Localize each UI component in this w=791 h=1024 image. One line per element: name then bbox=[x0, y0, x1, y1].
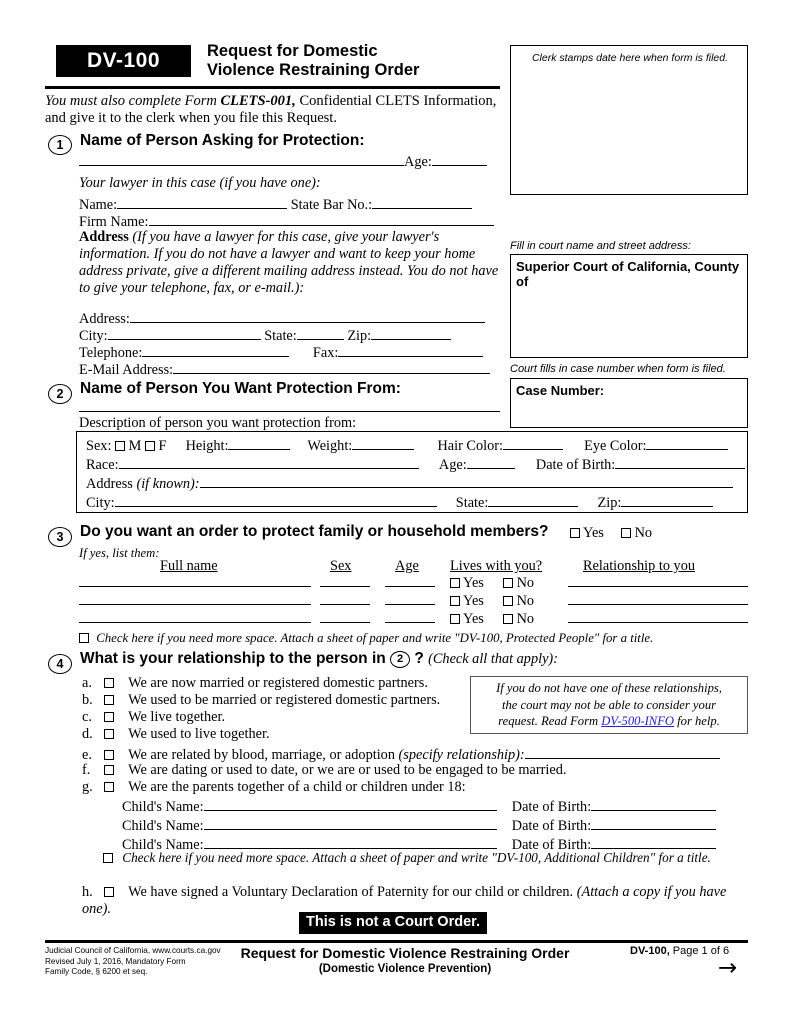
sex-input-line[interactable] bbox=[320, 604, 370, 605]
lawyer-name-label: Name: bbox=[79, 197, 118, 214]
full-name-input-line[interactable] bbox=[79, 622, 311, 623]
telephone-input-line[interactable] bbox=[142, 343, 289, 357]
section-4-heading-post: ? bbox=[414, 650, 424, 667]
eye-color-input-line[interactable] bbox=[646, 436, 728, 450]
relationship-item-b bbox=[82, 692, 440, 709]
relationship-a-checkbox[interactable] bbox=[104, 678, 114, 688]
age-input-line[interactable] bbox=[432, 152, 487, 166]
child-name-label: Child's Name: bbox=[122, 837, 204, 854]
relationship-specify-input-line[interactable] bbox=[525, 745, 720, 759]
address-input-line[interactable] bbox=[130, 309, 485, 323]
clets-instruction bbox=[45, 93, 507, 127]
address-instruction-bold: Address bbox=[79, 229, 129, 245]
section-3-heading: Do you want an order to protect family or household members? bbox=[80, 523, 549, 540]
relationship-item-c bbox=[82, 709, 225, 726]
protect-members-no-label: No bbox=[634, 525, 653, 541]
firm-name-input-line[interactable] bbox=[149, 212, 494, 226]
zip-input-line[interactable] bbox=[371, 326, 451, 340]
item-d-letter: d. bbox=[82, 726, 93, 742]
full-name-input-line[interactable] bbox=[79, 586, 311, 587]
restrained-city-input-line[interactable] bbox=[115, 493, 437, 507]
section-3-more-space-row bbox=[79, 630, 653, 647]
relationship-item-g bbox=[82, 779, 466, 796]
dv-500-info-link[interactable]: DV-500-INFO bbox=[601, 714, 674, 728]
relationship-input-line[interactable] bbox=[568, 586, 748, 587]
sex-input-line[interactable] bbox=[320, 622, 370, 623]
fax-label: Fax: bbox=[312, 345, 339, 362]
hair-color-input-line[interactable] bbox=[503, 436, 563, 450]
age-input-line[interactable] bbox=[385, 604, 435, 605]
sex-male-label: M bbox=[128, 438, 142, 455]
city-label: City: bbox=[79, 328, 108, 345]
lives-yes-label: Yes bbox=[463, 611, 484, 627]
case-number-field-label: Case Number: bbox=[516, 383, 605, 398]
lives-with-you-no-checkbox[interactable] bbox=[503, 614, 513, 624]
restrained-age-label: Age: bbox=[438, 457, 467, 474]
lives-yes-label: Yes bbox=[463, 593, 484, 609]
lives-with-you-yes-checkbox[interactable] bbox=[450, 614, 460, 624]
eye-color-label: Eye Color: bbox=[584, 438, 647, 455]
relationship-input-line[interactable] bbox=[568, 622, 748, 623]
section-4-heading bbox=[80, 650, 558, 668]
form-title-line1: Request for Domestic bbox=[207, 42, 378, 60]
dob-label: Date of Birth: bbox=[535, 457, 616, 474]
address-instruction-italic: (If you have a lawyer for this case, give your lawyer's information. If you do not have a lawyer and want to keep your home address private, give a different mailing address instead. You do not have to give your telephone, fax, or e-mail.): bbox=[79, 229, 499, 296]
restrained-state-label: State: bbox=[455, 495, 489, 512]
dob-input-line[interactable] bbox=[615, 455, 745, 469]
restrained-address-input-line[interactable] bbox=[200, 474, 733, 488]
desc-row-4 bbox=[86, 493, 713, 512]
address-instruction bbox=[79, 229, 507, 297]
weight-label: Weight: bbox=[307, 438, 353, 455]
child-name-input-line[interactable] bbox=[204, 835, 497, 849]
item-h-letter: h. bbox=[82, 884, 93, 900]
section-2-heading: Name of Person You Want Protection From: bbox=[80, 380, 401, 397]
table-row bbox=[450, 611, 534, 628]
lawyer-intro: Your lawyer in this case (if you have one): bbox=[79, 175, 321, 191]
weight-input-line[interactable] bbox=[352, 436, 414, 450]
child-dob-label: Date of Birth: bbox=[511, 818, 592, 835]
relationship-h-checkbox[interactable] bbox=[104, 887, 114, 897]
clets-note-part2: Confidential CLETS Information, and give it to the clerk when you file this Request. bbox=[45, 93, 497, 126]
state-label: State: bbox=[264, 328, 297, 345]
restrained-name-input-line[interactable] bbox=[79, 398, 500, 412]
child-dob-input-line[interactable] bbox=[591, 797, 716, 811]
address-label: Address: bbox=[79, 311, 130, 328]
email-row bbox=[79, 360, 490, 379]
form-title-line2: Violence Restraining Order bbox=[207, 61, 420, 79]
relationship-f-checkbox[interactable] bbox=[104, 765, 114, 775]
child-name-input-line[interactable] bbox=[204, 816, 497, 830]
lawyer-name-input-line[interactable] bbox=[117, 195, 287, 209]
additional-children-more-space-note: Check here if you need more space. Attach a sheet of paper and write "DV-100, Additional Children" for a title. bbox=[122, 850, 711, 865]
item-h-text: We have signed a Voluntary Declaration of Paternity for our child or children. bbox=[128, 884, 574, 900]
relationship-callout-box bbox=[470, 676, 748, 734]
section-4-heading-circle-2: 2 bbox=[390, 651, 410, 668]
callout-line-2: the court may not be able to consider your bbox=[501, 697, 717, 712]
hair-color-label: Hair Color: bbox=[437, 438, 503, 455]
relationship-input-line[interactable] bbox=[568, 604, 748, 605]
relationship-item-a bbox=[82, 675, 428, 692]
item-f-text: We are dating or used to date, or we are or used to be engaged to be married. bbox=[128, 762, 567, 778]
form-title bbox=[207, 42, 507, 80]
age-input-line[interactable] bbox=[385, 586, 435, 587]
lives-no-label: No bbox=[516, 611, 535, 627]
section-1-name-row bbox=[79, 152, 487, 171]
callout-line-3 bbox=[471, 713, 747, 730]
restrained-zip-label: Zip: bbox=[597, 495, 622, 512]
form-code-badge: DV-100 bbox=[56, 45, 191, 77]
next-page-arrow-icon: → bbox=[718, 955, 738, 981]
footer-code-line: Family Code, § 6200 et seq. bbox=[45, 967, 148, 976]
lives-with-you-yes-checkbox[interactable] bbox=[450, 578, 460, 588]
item-f-letter: f. bbox=[82, 762, 91, 778]
email-label: E-Mail Address: bbox=[79, 362, 174, 379]
relationship-c-checkbox[interactable] bbox=[104, 712, 114, 722]
desc-row-1 bbox=[86, 436, 728, 455]
name-input-line[interactable] bbox=[79, 152, 404, 166]
col-header-age: Age bbox=[395, 558, 419, 574]
race-input-line[interactable] bbox=[119, 455, 419, 469]
lives-yes-label: Yes bbox=[463, 575, 484, 591]
relationship-g-checkbox[interactable] bbox=[104, 782, 114, 792]
child-name-label: Child's Name: bbox=[122, 799, 204, 816]
telephone-label: Telephone: bbox=[79, 345, 143, 362]
relationship-e-checkbox[interactable] bbox=[104, 750, 114, 760]
description-label: Description of person you want protection from: bbox=[79, 415, 357, 431]
sex-female-label: F bbox=[158, 438, 167, 455]
not-a-court-order-banner: This is not a Court Order. bbox=[299, 912, 487, 934]
footer-right-block bbox=[630, 945, 729, 957]
child-dob-input-line[interactable] bbox=[591, 835, 716, 849]
child-name-label: Child's Name: bbox=[122, 818, 204, 835]
callout-line-3-pre: request. Read Form bbox=[498, 714, 602, 728]
sex-label: Sex: bbox=[86, 438, 112, 455]
child-row bbox=[122, 797, 716, 816]
height-label: Height: bbox=[185, 438, 229, 455]
item-h-attach-note: (Attach a copy if you have one). bbox=[82, 884, 727, 917]
restrained-age-input-line[interactable] bbox=[467, 455, 515, 469]
full-name-input-line[interactable] bbox=[79, 604, 311, 605]
header-divider bbox=[45, 86, 500, 89]
state-input-line[interactable] bbox=[297, 326, 344, 340]
section-3-if-yes: If yes, list them: bbox=[79, 546, 160, 560]
item-c-text: We live together. bbox=[128, 709, 226, 725]
restrained-state-input-line[interactable] bbox=[488, 493, 578, 507]
restrained-zip-input-line[interactable] bbox=[621, 493, 713, 507]
clerk-stamp-label: Clerk stamps date here when form is filed. bbox=[531, 52, 729, 64]
col-header-relationship: Relationship to you bbox=[583, 558, 695, 574]
clets-form-code: CLETS-001, bbox=[220, 93, 296, 109]
children-more-space-row bbox=[103, 850, 748, 866]
restrained-city-label: City: bbox=[86, 495, 115, 512]
case-number-label: Court fills in case number when form is filed. bbox=[510, 363, 726, 375]
restrained-address-if-known: (if known): bbox=[136, 476, 200, 493]
item-g-text: We are the parents together of a child or children under 18: bbox=[128, 779, 466, 795]
protected-people-more-space-note: Check here if you need more space. Attach a sheet of paper and write "DV-100, Protected People" for a title. bbox=[96, 631, 654, 645]
item-b-text: We used to be married or registered domestic partners. bbox=[128, 692, 441, 708]
section-4-heading-hint: (Check all that apply): bbox=[428, 651, 558, 667]
protect-members-yes-label: Yes bbox=[583, 525, 604, 541]
col-header-full-name: Full name bbox=[160, 558, 218, 574]
table-row bbox=[450, 593, 534, 610]
sex-input-line[interactable] bbox=[320, 586, 370, 587]
section-1-heading: Name of Person Asking for Protection: bbox=[80, 132, 365, 149]
callout-line-3-post: for help. bbox=[674, 714, 720, 728]
state-bar-label: State Bar No.: bbox=[290, 197, 373, 214]
section-2-number: 2 bbox=[48, 384, 72, 404]
age-input-line[interactable] bbox=[385, 622, 435, 623]
item-e-specify: (specify relationship): bbox=[398, 747, 525, 764]
footer-council-line: Judicial Council of California, www.courts.ca.gov bbox=[45, 946, 221, 955]
height-input-line[interactable] bbox=[228, 436, 290, 450]
footer-form-subtitle: (Domestic Violence Prevention) bbox=[318, 963, 492, 975]
relationship-item-d bbox=[82, 726, 270, 743]
state-bar-input-line[interactable] bbox=[372, 195, 472, 209]
child-dob-input-line[interactable] bbox=[591, 816, 716, 830]
footer-revised-line: Revised July 1, 2016, Mandatory Form bbox=[45, 956, 186, 966]
col-header-sex: Sex bbox=[330, 558, 352, 574]
item-e-text: We are related by blood, marriage, or adoption bbox=[128, 747, 395, 764]
desc-row-2 bbox=[86, 455, 745, 474]
court-address-label: Fill in court name and street address: bbox=[510, 240, 691, 252]
section-4-heading-pre: What is your relationship to the person in bbox=[80, 650, 386, 667]
case-number-box[interactable] bbox=[510, 378, 748, 428]
relationship-b-checkbox[interactable] bbox=[104, 695, 114, 705]
footer-form-title: Request for Domestic Violence Restraining Order bbox=[240, 945, 570, 961]
col-header-lives-with-you: Lives with you? bbox=[450, 558, 543, 574]
item-a-letter: a. bbox=[82, 675, 92, 691]
item-g-letter: g. bbox=[82, 779, 93, 795]
zip-label: Zip: bbox=[347, 328, 372, 345]
section-4-number: 4 bbox=[48, 654, 72, 674]
lives-with-you-no-checkbox[interactable] bbox=[503, 596, 513, 606]
relationship-item-f bbox=[82, 762, 566, 779]
item-d-text: We used to live together. bbox=[128, 726, 270, 742]
callout-line-1: If you do not have one of these relationships, bbox=[496, 681, 722, 695]
footer-center-block bbox=[195, 944, 615, 977]
clerk-stamp-box bbox=[510, 45, 748, 195]
child-row bbox=[122, 816, 716, 835]
court-name-text: Superior Court of California, County of bbox=[516, 259, 740, 289]
age-label: Age: bbox=[404, 154, 432, 171]
item-e-letter: e. bbox=[82, 747, 92, 764]
court-address-box[interactable] bbox=[510, 254, 748, 358]
email-input-line[interactable] bbox=[173, 360, 490, 374]
item-b-letter: b. bbox=[82, 692, 93, 708]
lives-no-label: No bbox=[516, 575, 535, 591]
footer-page-number: Page 1 of 6 bbox=[669, 945, 730, 957]
city-input-line[interactable] bbox=[108, 326, 261, 340]
footer-form-code: DV-100, bbox=[630, 945, 670, 957]
fax-input-line[interactable] bbox=[338, 343, 483, 357]
child-dob-label: Date of Birth: bbox=[511, 799, 592, 816]
race-label: Race: bbox=[86, 457, 119, 474]
protect-members-yes-checkbox[interactable] bbox=[570, 528, 580, 538]
footer-divider bbox=[45, 940, 748, 943]
section-3-number: 3 bbox=[48, 527, 72, 547]
desc-row-3 bbox=[86, 474, 733, 493]
firm-name-label: Firm Name: bbox=[79, 214, 149, 231]
protect-members-no-checkbox[interactable] bbox=[621, 528, 631, 538]
lives-with-you-no-checkbox[interactable] bbox=[503, 578, 513, 588]
section-3-answer-row bbox=[570, 525, 652, 542]
section-1-number: 1 bbox=[48, 135, 72, 155]
table-row bbox=[450, 575, 534, 592]
item-c-letter: c. bbox=[82, 709, 92, 725]
child-dob-label: Date of Birth: bbox=[511, 837, 592, 854]
additional-children-more-space-checkbox[interactable] bbox=[103, 853, 113, 863]
protected-people-more-space-checkbox[interactable] bbox=[79, 633, 89, 643]
lives-no-label: No bbox=[516, 593, 535, 609]
item-a-text: We are now married or registered domestic partners. bbox=[128, 675, 428, 691]
lives-with-you-yes-checkbox[interactable] bbox=[450, 596, 460, 606]
relationship-d-checkbox[interactable] bbox=[104, 729, 114, 739]
sex-male-checkbox[interactable] bbox=[115, 441, 125, 451]
clets-note-part1: You must also complete Form bbox=[45, 93, 221, 109]
restrained-address-label: Address bbox=[86, 476, 133, 493]
sex-female-checkbox[interactable] bbox=[145, 441, 155, 451]
child-name-input-line[interactable] bbox=[204, 797, 497, 811]
